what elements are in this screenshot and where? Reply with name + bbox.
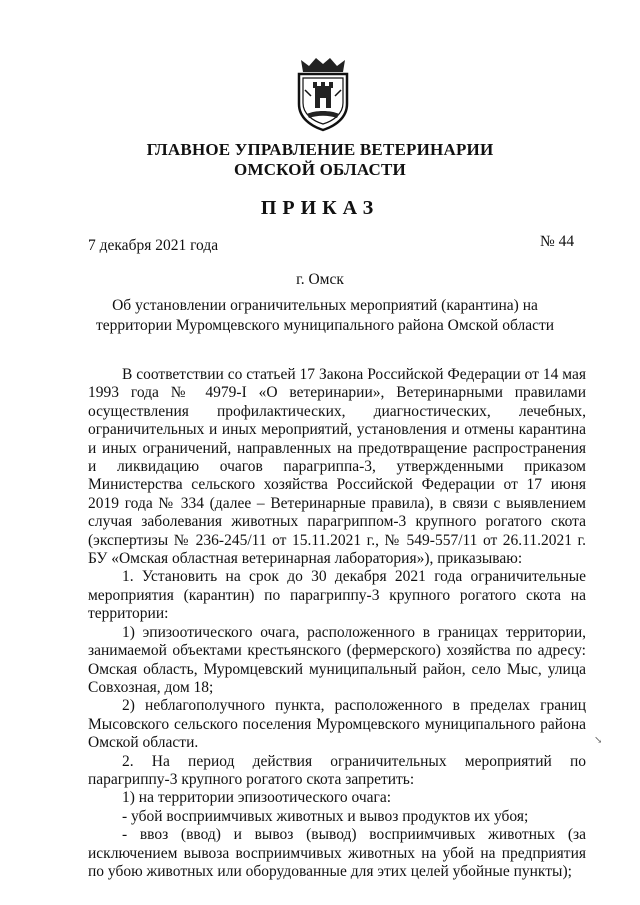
body-paragraph: 2. На период действия ограничительных мероприятий по парагриппу-3 крупного рогатого скота запретить: bbox=[88, 752, 586, 788]
body-paragraph: 1) эпизоотического очага, расположенного в границах территории, занимаемой объектами крестьянского (фермерского) хозяйства по адресу: Омская область, Муромцевский муниципальный район, село Мыс, улица Совхозная, дом 18; bbox=[88, 623, 586, 696]
document-subject: Об установлении ограничительных мероприятий (карантина) на территории Муромцевского муниципального района Омской области bbox=[95, 297, 555, 334]
coat-of-arms-icon bbox=[287, 52, 359, 132]
document-number: № 44 bbox=[540, 233, 575, 250]
document-date: 7 декабря 2021 года bbox=[88, 237, 219, 254]
document-city: г. Омск bbox=[296, 271, 344, 288]
body-paragraph: - ввоз (ввод) и вывоз (вывод) восприимчивых животных (за исключением вывоза восприимчивых животных на убой на предприятия по убою животных или оборудованные для этих целей убойные пункты); bbox=[88, 826, 586, 880]
body-paragraph: В соответствии со статьей 17 Закона Российской Федерации от 14 мая 1993 года № 4979-I «О ветеринарии», Ветеринарными правилами осуществления профилактических, диагностических, лечебных, ограничительных и иных мероприятий, установления и отмены карантина и иных ограничений, направленных на предотвращение распространения и ликвидацию очагов парагриппа-3, утвержденными приказом Министерства сельского хозяйства Российской Федерации от 17 июня 2019 года № 334 (далее – Ветеринарные правила), в связи с выявлением случая заболевания животных парагриппом-3 крупного рогатого скота (экспертизы № 236-245/11 от 15.11.2021 г., № 549-557/11 от 26.11.2021 г. БУ «Омская областная ветеринарная лаборатория»), приказываю: bbox=[88, 366, 586, 568]
body-paragraph: 2) неблагополучного пункта, расположенного в пределах границ Мысовского сельского поселения Муромцевского муниципального района Омской области. bbox=[88, 697, 586, 752]
organization-name-line1: ГЛАВНОЕ УПРАВЛЕНИЕ ВЕТЕРИНАРИИ bbox=[146, 140, 494, 159]
document-body bbox=[88, 366, 586, 881]
body-paragraph: 1) на территории эпизоотического очага: bbox=[122, 789, 392, 807]
body-paragraph: 1. Установить на срок до 30 декабря 2021 года ограничительные мероприятия (карантин) по парагриппу-3 крупного рогатого скота на территории: bbox=[88, 568, 586, 623]
margin-mark: ↘ bbox=[594, 735, 603, 746]
body-paragraph: - убой восприимчивых животных и вывоз продуктов их убоя; bbox=[122, 807, 529, 825]
organization-name-line2: ОМСКОЙ ОБЛАСТИ bbox=[234, 160, 406, 179]
document-type-title: ПРИКАЗ bbox=[260, 197, 380, 219]
